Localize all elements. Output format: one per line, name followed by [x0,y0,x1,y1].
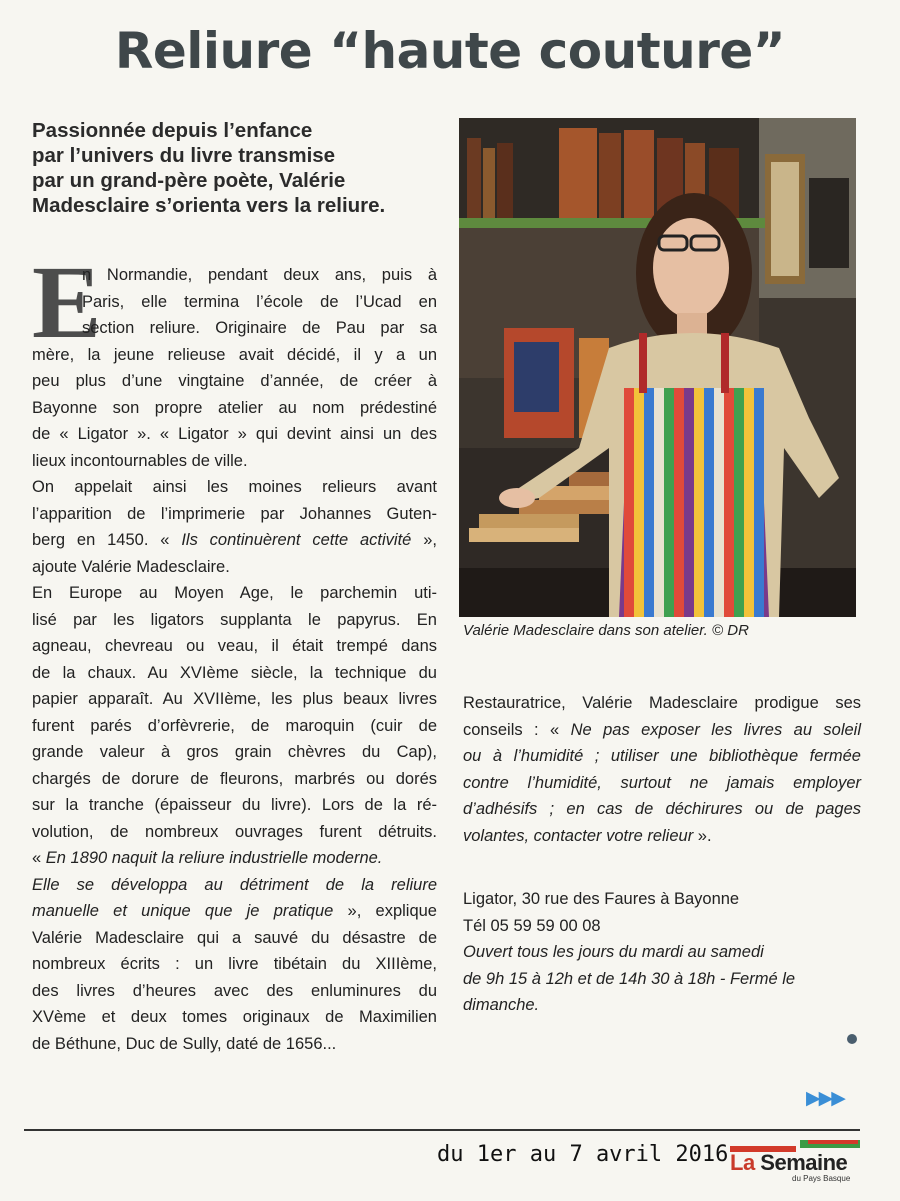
end-dot-icon [847,1034,857,1044]
text-line: Valérie Madesclaire qui a sauvé du désastre de [32,928,437,947]
article-column-left [32,245,437,1057]
photo-illustration [459,118,856,617]
text-line: n Normandie, pendant deux ans, puis à [82,266,437,284]
text-line-mixed [32,527,437,554]
lede-line: par un grand-père poète, Valérie [32,169,346,192]
text-line: section reliure. Originaire de Pau par sa [82,319,437,337]
quote-fragment: Ils continuèrent cette activité [181,531,412,549]
text-line: chargés de dorure de fleurons, marbrés ou dorés [32,769,437,788]
lede-line: Madesclaire s’orienta vers la reliure. [32,194,386,217]
article-title: Reliure “haute couture” [114,22,786,80]
quote-line: Elle se développa au détriment de la reliure [32,875,437,894]
text-line: de « Ligator ». « Ligator » qui devint ainsi un des [32,425,437,443]
quote-line: contre l’humidité, surtout ne jamais employer [463,773,861,792]
text-fragment: « [32,849,46,867]
footer-rule [24,1129,860,1131]
logo-name [730,1150,847,1176]
continue-arrows-icon: ▶▶▶ [806,1088,844,1109]
text-line: Restauratrice, Valérie Madesclaire prodigue ses [463,694,861,712]
text-line: volution, de nombreux ouvrages furent détruits. [32,822,437,841]
drop-cap: E [32,245,102,360]
shop-hours-line: dimanche. [463,996,540,1014]
text-line: furent parés d’orfèvrerie, de maroquin (cuir de [32,716,437,735]
text-fragment: conseils : « [463,720,571,739]
text-line: Bayonne son propre atelier au nom prédestiné [32,398,437,417]
text-line: XVème et deux tomes originaux de Maximilien [32,1008,437,1026]
lede-line: par l’univers du livre transmise [32,144,336,167]
text-line: ajoute Valérie Madesclaire. [32,557,230,576]
text-line: On appelait ainsi les moines relieurs avant [32,478,437,496]
quote-fragment: Ne pas exposer les livres au soleil [570,720,862,739]
text-fragment: », explique [333,902,437,920]
quote-fragment: En 1890 naquit la reliure industrielle moderne. [45,849,383,867]
logo-prefix: La [730,1150,761,1175]
text-line: Paris, elle termina l’école de l’Ucad en [82,292,437,311]
text-fragment: », [411,531,437,549]
text-line: grande valeur à gros grain chèvres du Cap), [32,743,437,761]
text-line: de la chaux. Au XVIème siècle, la technique du [32,663,437,682]
text-line: lisé par les ligators supplanta le papyrus. En [32,610,437,629]
text-line: agneau, chevreau ou veau, il était trempé dans [32,637,437,655]
text-line-mixed [32,898,437,925]
quote-fragment: volantes, contacter votre relieur [463,826,694,845]
text-fragment: ». [693,826,712,845]
quote-fragment: manuelle et unique que je pratique [32,902,334,920]
text-line: papier apparaît. Au XVIIème, les plus beaux livres [32,690,437,708]
issue-date: du 1er au 7 avril 2016 [437,1142,729,1167]
quote-line: ou à l’humidité ; utiliser une bibliothèque fermée [463,747,861,765]
publication-logo [730,1140,866,1186]
logo-word: Semaine [760,1150,848,1175]
logo-stripe [808,1140,858,1144]
shop-hours-line: Ouvert tous les jours du mardi au samedi [463,943,764,961]
text-fragment: berg en 1450. « [32,531,182,549]
text-line-mixed [463,717,861,744]
shop-phone: Tél 05 59 59 00 08 [463,916,601,935]
lede-line: Passionnée depuis l’enfance [32,119,313,142]
shop-address: Ligator, 30 rue des Faures à Bayonne [463,890,740,908]
text-line: l’apparition de l’imprimerie par Johannes Guten- [32,504,437,523]
text-line: des livres d’heures avec des enluminures du [32,981,437,1000]
text-line: de Béthune, Duc de Sully, daté de 1656... [32,1034,337,1053]
text-line: nombreux écrits : un livre tibétain du XIIIème, [32,955,437,973]
text-line-mixed [32,845,437,872]
text-line: lieux incontournables de ville. [32,451,248,470]
text-line: peu plus d’une vingtaine d’année, de créer à [32,372,437,390]
shop-hours-line: de 9h 15 à 12h et de 14h 30 à 18h - Fermé le [463,969,796,988]
article-lede [32,118,442,218]
atelier-photo [459,118,856,617]
text-line: mère, la jeune relieuse avait décidé, il y a un [32,345,437,364]
text-line: En Europe au Moyen Age, le parchemin uti- [32,584,437,602]
logo-subtitle: du Pays Basque [792,1174,851,1183]
quote-line: d’adhésifs ; en cas de déchirures ou de pages [463,800,861,818]
photo-caption: Valérie Madesclaire dans son atelier. © DR [463,622,749,639]
shop-info [463,886,861,1019]
article-column-right [463,690,861,849]
text-line-mixed [463,823,861,850]
text-line: sur la tranche (épaisseur du livre). Lors de la ré- [32,796,437,814]
